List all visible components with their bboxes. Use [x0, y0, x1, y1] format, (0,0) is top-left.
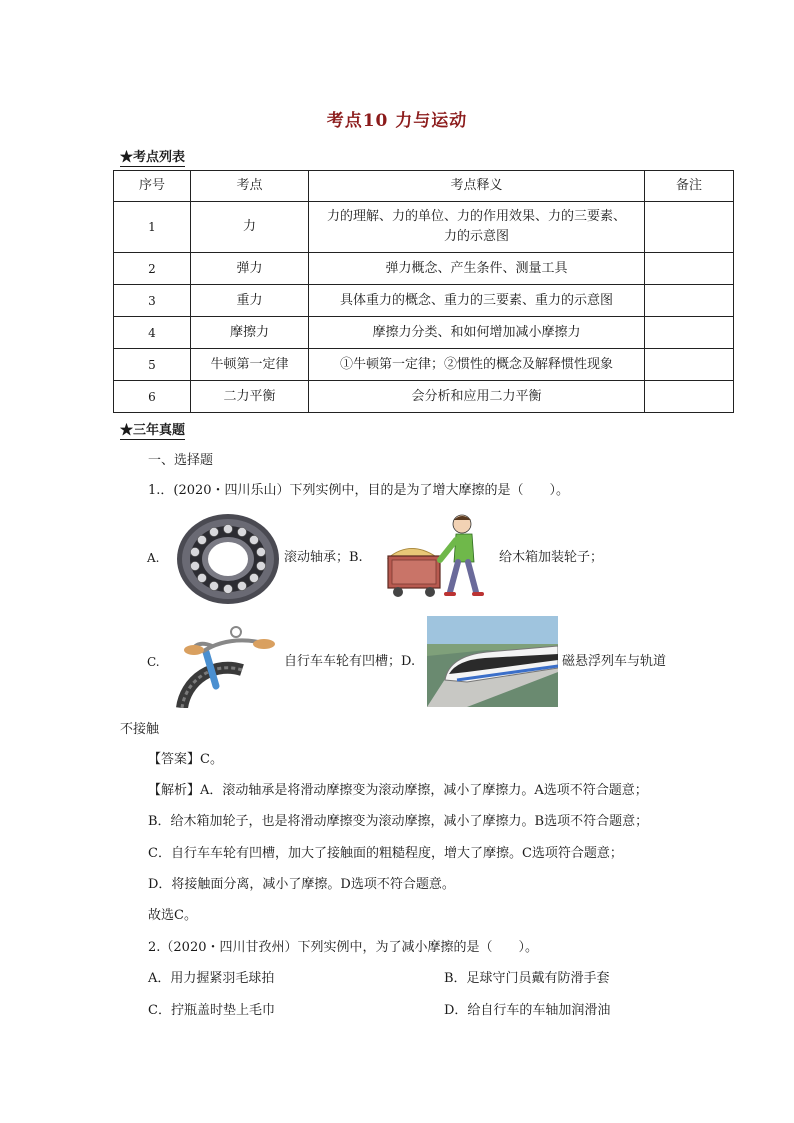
q2-option-b: B．足球守门员戴有防滑手套 — [444, 971, 610, 986]
maglev-train-image — [427, 616, 558, 707]
page-title: 考点10 力与运动 — [326, 111, 468, 131]
q1-conclusion: 故选C。 — [148, 908, 197, 923]
q1-option-d-text: 磁悬浮列车与轨道 — [562, 654, 667, 669]
question-2-stem: 2.（2020・四川甘孜州）下列实例中，为了减小摩擦的是（ ）。 — [148, 940, 538, 955]
q2-option-a: A．用力握紧羽毛球拍 — [148, 971, 275, 986]
cell-no: 1 — [114, 202, 191, 253]
cell-desc-line: 力的理解、力的单位、力的作用效果、力的三要素、 — [326, 209, 626, 224]
table-row — [114, 381, 734, 413]
cell-note — [645, 381, 734, 413]
question-1-stem: 1.．(2020・四川乐山）下列实例中，目的是为了增大摩擦的是（ ）。 — [148, 483, 570, 498]
cell-note — [645, 317, 734, 349]
section-heading-exam-questions: ★三年真题 — [120, 419, 185, 440]
cell-desc: 会分析和应用二力平衡 — [309, 381, 645, 413]
cell-no: 4 — [114, 317, 191, 349]
table-row — [114, 202, 734, 253]
q1-option-c-label: C. — [147, 655, 160, 669]
topic-table — [113, 170, 734, 413]
cell-no: 2 — [114, 253, 191, 285]
q1-option-a-label: A. — [147, 551, 160, 565]
cell-note — [645, 253, 734, 285]
q1-analysis-line: 【解析】A．滚动轴承是将滑动摩擦变为滚动摩擦，减小了摩擦力。A选项不符合题意； — [148, 783, 648, 798]
cell-desc: 弹力概念、产生条件、测量工具 — [309, 253, 645, 285]
header-desc: 考点释义 — [309, 171, 645, 202]
cell-note — [645, 202, 734, 253]
header-topic: 考点 — [191, 171, 309, 202]
cell-desc: ①牛顿第一定律；②惯性的概念及解释惯性现象 — [309, 349, 645, 381]
cell-desc — [309, 202, 645, 253]
cell-no: 6 — [114, 381, 191, 413]
table-row — [114, 253, 734, 285]
header-no: 序号 — [114, 171, 191, 202]
header-note: 备注 — [645, 171, 734, 202]
q1-option-a-text: 滚动轴承；B. — [284, 550, 363, 565]
q1-analysis-line: D．将接触面分离，减小了摩擦。D选项不符合题意。 — [148, 877, 455, 892]
q1-analysis-line: B．给木箱加轮子，也是将滑动摩擦变为滚动摩擦，减小了摩擦力。B选项不符合题意； — [148, 814, 649, 829]
q1-analysis-line: C．自行车车轮有凹槽，加大了接触面的粗糙程度，增大了摩擦。C选项符合题意； — [148, 846, 623, 861]
cell-topic: 重力 — [191, 285, 309, 317]
q1-answer: 【答案】C。 — [148, 752, 223, 767]
cell-topic: 二力平衡 — [191, 381, 309, 413]
cell-note — [645, 349, 734, 381]
q1-option-b-text: 给木箱加装轮子； — [499, 550, 604, 565]
table-row — [114, 317, 734, 349]
table-row — [114, 349, 734, 381]
cell-desc: 摩擦力分类、和如何增加减小摩擦力 — [309, 317, 645, 349]
bicycle-wheel-image — [172, 622, 284, 708]
cell-topic: 摩擦力 — [191, 317, 309, 349]
rolling-bearing-image — [176, 513, 280, 605]
q1-option-c-text: 自行车车轮有凹槽；D. — [284, 654, 416, 669]
table-header-row — [114, 171, 734, 202]
cell-desc-line: 力的示意图 — [443, 229, 509, 244]
q2-option-d: D．给自行车的车轴加润滑油 — [444, 1003, 611, 1018]
cell-desc: 具体重力的概念、重力的三要素、重力的示意图 — [309, 285, 645, 317]
cell-no: 5 — [114, 349, 191, 381]
cell-topic: 牛顿第一定律 — [191, 349, 309, 381]
q1-option-d-continuation: 不接触 — [120, 722, 160, 737]
section-heading-topic-list: ★考点列表 — [120, 146, 185, 167]
cell-note — [645, 285, 734, 317]
part-heading: 一、选择题 — [148, 453, 214, 468]
box-with-wheels-image — [380, 510, 492, 600]
cell-topic: 弹力 — [191, 253, 309, 285]
cell-no: 3 — [114, 285, 191, 317]
q2-option-c: C．拧瓶盖时垫上毛巾 — [148, 1003, 275, 1018]
table-row — [114, 285, 734, 317]
cell-topic: 力 — [191, 202, 309, 253]
